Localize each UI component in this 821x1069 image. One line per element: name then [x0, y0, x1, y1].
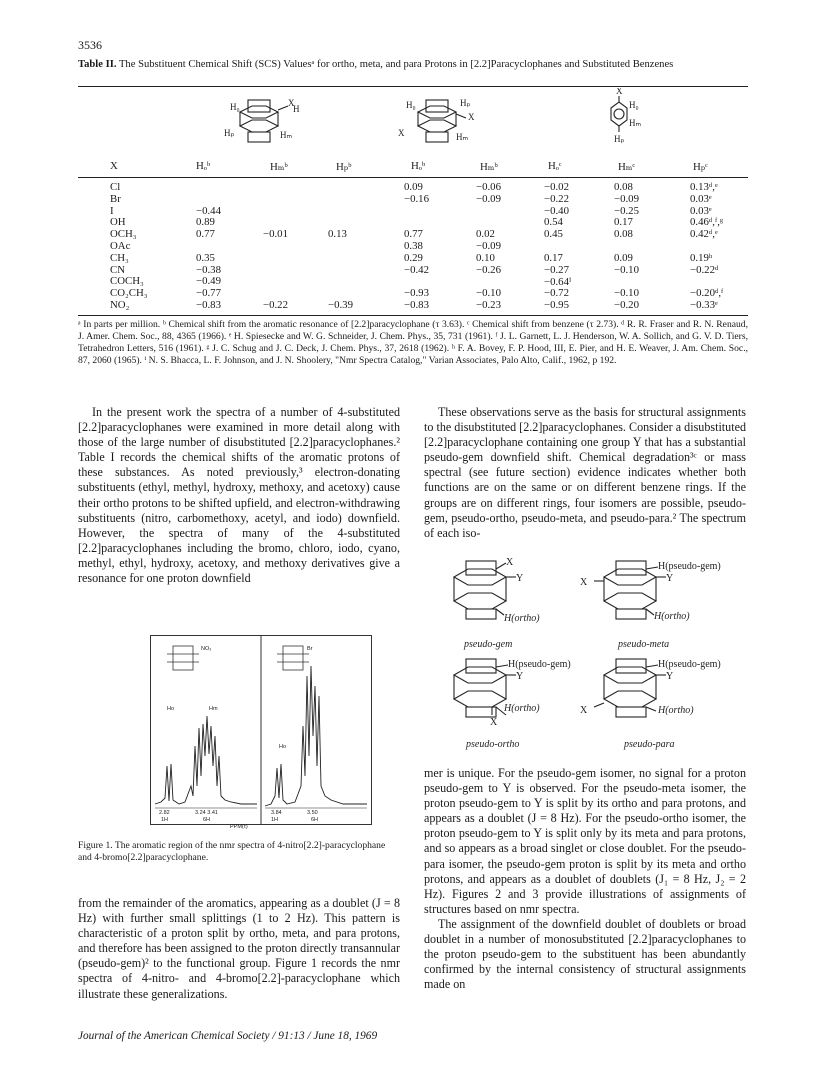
pseudo-ortho-structure — [454, 659, 571, 728]
table-cell-substituent: Cl — [110, 181, 121, 193]
table-row — [78, 275, 748, 287]
fig-scale-4: 6H — [311, 817, 319, 823]
para-h-pgem-label: H(pseudo-gem) — [658, 659, 721, 670]
right-column-bottom — [424, 766, 746, 992]
fig-axis-label: PPM(τ) — [230, 824, 248, 830]
pseudo-para-label: pseudo-para — [624, 739, 675, 750]
table-cell-value: −0.95 — [544, 299, 569, 311]
s1-hm-label: Hₘ — [280, 130, 293, 140]
header-hm-1: Hₘᵇ — [270, 161, 288, 173]
left-column-top — [78, 405, 400, 586]
fig-tick-3: 3.84 — [271, 810, 282, 816]
table-cell-value: 0.89 — [196, 216, 215, 229]
table-cell-value: −0.42 — [404, 263, 429, 276]
table-cell-substituent: CH₃ — [110, 251, 129, 264]
table-cell-value: 0.09 — [614, 251, 633, 264]
table-caption-text: The Substituent Chemical Shift (SCS) Valuesᵃ for ortho, meta, and para Protons in [2.2]Paracyclophanes and Substituted Benzenes — [118, 59, 674, 70]
pseudo-ortho-label: pseudo-ortho — [466, 739, 520, 750]
fig-scale-3: 1H — [271, 817, 279, 823]
left-paragraph-1: In the present work the spectra of a number of 4-substituted [2.2]paracyclophanes were examined in more detail along with those of the large number of disubstituted [2.2]paracyclophanes.² Table I records the chemical shifts of the aromatic protons of these substances. As noted previously,³ electron-donating substituents (ethyl, methyl, hydroxy, methoxy, and acetoxy) cause their ortho protons to be shifted upfield, and electron-withdrawing substituents (nitro, carbomethoxy, acetyl, and iodo) downfield. However, the spectra of many of the 4-substituted [2.2]paracyclophanes including the bromo, chloro, iodo, cyano, methyl, ethyl, hydroxy, acetoxy, and methoxy derivatives give a resonance for one proton downfield — [78, 405, 400, 586]
ortho-x-label: X — [490, 717, 498, 728]
table-cell-value: −0.10 — [476, 287, 501, 300]
cyclophane-structure-1 — [224, 98, 300, 142]
table-label: Table II. — [78, 59, 117, 70]
header-ho-2: Hₒᵇ — [411, 160, 426, 172]
table-cell-value: −0.33ᵉ — [690, 299, 718, 311]
table-cell-value: −0.22 — [263, 299, 288, 311]
isomer-structures — [424, 555, 746, 755]
benzene-structure — [611, 88, 641, 144]
fig-hm-label: Hm — [209, 706, 218, 712]
fig-ho-label-2: Ho — [279, 744, 287, 750]
table-cell-value: −0.23 — [476, 299, 501, 311]
fig-tick-2: 3.24 3.41 — [195, 810, 218, 816]
s2-hp-label: Hₚ — [460, 98, 471, 108]
table-cell-value: −0.10 — [614, 287, 639, 300]
meta-h-pgem-label: H(pseudo-gem) — [658, 561, 721, 572]
para-h-ortho-label: H(ortho) — [658, 705, 694, 716]
table-cell-value: −0.10 — [614, 263, 639, 276]
table-cell-value: 0.46ᵈ,ᶠ,ᵍ — [690, 216, 724, 229]
nitro-spectrum-trace — [155, 716, 257, 804]
left-column-bottom — [78, 896, 400, 1002]
table-row — [78, 287, 748, 299]
fig-br-label: Br — [307, 646, 313, 652]
table-cell-substituent: OAc — [110, 240, 131, 252]
table-cell-value: 0.13 — [328, 228, 347, 241]
s2-ho-label: H₀ — [406, 100, 416, 110]
ortho-h-ortho-label: H(ortho) — [504, 703, 540, 714]
table-cell-value: 0.17 — [544, 251, 563, 264]
para-y-label: Y — [666, 671, 674, 682]
table-cell-value: −0.93 — [404, 287, 429, 300]
header-hm-3: Hₘᶜ — [618, 161, 636, 173]
table-cell-value: −0.26 — [476, 263, 501, 276]
table-row — [78, 264, 748, 276]
table-row — [78, 193, 748, 205]
table-cell-value: −0.83 — [196, 299, 221, 311]
fig-scale-2: 6H — [203, 817, 211, 823]
table-row — [78, 228, 748, 240]
pseudo-gem-label: pseudo-gem — [464, 639, 513, 650]
s3-ho-label: H₀ — [629, 100, 639, 110]
pseudo-para-structure — [580, 659, 721, 717]
table-cell-value: −0.02 — [544, 181, 569, 193]
table-caption — [78, 58, 748, 71]
table-cell-value: −0.01 — [263, 228, 288, 241]
table-footnotes: ᵃ In parts per million. ᵇ Chemical shift from the aromatic resonance of [2.2]paracyclophane (τ 3.63). ᶜ Chemical shift from benzene (τ 2.73). ᵈ R. R. Fraser and R. N. Renaud, J. Amer. Chem. Soc., 88, 4365 (1966). ᵉ H. Spiesecke and W. G. Schneider, J. Chem. Phys., 35, 731 (1961). ᶠ J. L. Garnett, L. J. Henderson, W. A. Sollich, and G. V. D. Tiers, Tetrahedron Letters, 516 (1961). ᵍ J. C. Schug and J. C. Deck, J. Chem. Phys., 37, 2618 (1962). ʰ F. A. Bovey, F. P. Hood, III, E. Pier, and H. E. Weaver, J. Am. Chem. Soc., 87, 2060 (1965). ⁱ N. S. Bhacca, L. F. Johnson, and J. N. Shoolery, "Nmr Spectra Catalog," Varian Associates, Palo Alto, Calif., 1962, p 192. — [78, 319, 748, 366]
table-row — [78, 252, 748, 264]
table-header-row — [78, 160, 748, 172]
table-cell-value: 0.08 — [614, 228, 633, 241]
table-cell-substituent: OH — [110, 216, 126, 229]
table-cell-value: −0.40 — [544, 204, 569, 217]
table-cell-value: −0.49 — [196, 275, 221, 288]
fig-ho-label-1: Ho — [167, 706, 175, 712]
figure-1-caption: Figure 1. The aromatic region of the nmr spectra of 4-nitro[2.2]-paracyclophane and 4-bromo[2.2]paracyclophane. — [78, 840, 386, 863]
s1-h-label: H — [293, 104, 300, 114]
table-cell-value: −0.20ᵈ,ᶠ — [690, 287, 724, 300]
table-row — [78, 205, 748, 217]
ortho-y-label: Y — [516, 671, 524, 682]
right-paragraph-1: These observations serve as the basis for structural assignments to the disubstituted [2.2]paracyclophanes. Consider a disubstituted [2.2]paracyclophane containing one group Y that has a substantial pseudo-gem downfield shift. Chemical degradation³ᶜ or mass spectral (see future section) evidence indicates whether both functions are on the same or on different benzene rings. If the groups are on different rings, four isomers are possible, pseudo-gem, pseudo-ortho, pseudo-meta, and pseudo-para.² The spectrum of each iso- — [424, 405, 746, 540]
table-cell-substituent: COCH₃ — [110, 275, 144, 288]
meta-h-ortho-label: H(ortho) — [654, 611, 690, 622]
s1-ho-label: H₀ — [230, 102, 240, 112]
table-row — [78, 240, 748, 252]
table-cell-value: −0.38 — [196, 263, 221, 276]
table-row — [78, 181, 748, 193]
meta-x-label: X — [580, 577, 588, 588]
fig-tick-1: 2.82 — [159, 810, 170, 816]
s3-hm-label: Hₘ — [629, 118, 642, 128]
header-hp-3: Hₚᶜ — [693, 161, 708, 173]
gem-x-label: X — [506, 557, 514, 568]
table-cell-substituent: CO₂CH₃ — [110, 287, 148, 300]
table-row — [78, 299, 748, 311]
cyclophane-structure-2 — [398, 98, 475, 142]
table-bottom-rule — [78, 315, 748, 316]
table-cell-value: 0.13ᵈ,ᵉ — [690, 181, 718, 193]
table-cell-value: −0.64ⁱ — [544, 276, 572, 289]
s1-hp-label: Hₚ — [224, 128, 235, 138]
header-hp-1: Hₚᵇ — [336, 161, 352, 173]
table-cell-substituent: CN — [110, 263, 125, 276]
figure-1-spectra — [150, 635, 372, 825]
header-hm-2: Hₘᵇ — [480, 161, 498, 173]
s2-x-label: X — [468, 112, 475, 122]
table-cell-value: −0.27 — [544, 263, 569, 276]
para-x-label: X — [580, 705, 588, 716]
header-ho-1: Hₒᵇ — [196, 160, 211, 172]
meta-y-label: Y — [666, 573, 674, 584]
table-cell-value: −0.16 — [404, 192, 429, 205]
pseudo-gem-structure — [454, 557, 540, 624]
table-cell-substituent: NO₂ — [110, 299, 130, 311]
fig-tick-4: 3.50 — [307, 810, 318, 816]
table-top-rule — [78, 86, 748, 87]
table-cell-value: −0.22 — [544, 192, 569, 205]
table-cell-value: −0.25 — [614, 204, 639, 217]
pseudo-meta-label: pseudo-meta — [618, 639, 670, 650]
table-cell-value: 0.42ᵈ,ᵉ — [690, 228, 718, 241]
table-cell-substituent: Br — [110, 192, 121, 205]
fig-no2-label: NO₂ — [201, 646, 212, 652]
bromo-spectrum-trace — [265, 666, 367, 806]
s2-hm-label: Hₘ — [456, 132, 469, 142]
ortho-h-pgem-label: H(pseudo-gem) — [508, 659, 571, 670]
table-cell-value: −0.72 — [544, 287, 569, 300]
table-cell-value: 0.17 — [614, 216, 633, 229]
table-cell-value: 0.10 — [476, 251, 495, 264]
table-cell-value: 0.38 — [404, 240, 423, 252]
table-cell-value: −0.77 — [196, 287, 221, 300]
s1-x-label: X — [288, 98, 295, 108]
table-cell-substituent: I — [110, 204, 114, 217]
page-number: 3536 — [78, 38, 102, 52]
bromo-structure-icon — [277, 646, 309, 670]
table-cell-value: 0.77 — [404, 228, 423, 241]
gem-y-label: Y — [516, 573, 524, 584]
table-cell-value: 0.45 — [544, 228, 563, 241]
table-cell-value: 0.08 — [614, 181, 633, 193]
table-cell-value: 0.03ᵉ — [690, 192, 712, 205]
table-cell-substituent: OCH₃ — [110, 228, 137, 241]
table-cell-value: 0.29 — [404, 251, 423, 264]
s3-x-label: X — [616, 88, 623, 96]
table-cell-value: −0.09 — [476, 240, 501, 252]
table-cell-value: −0.22ᵈ — [690, 263, 719, 276]
right-column-top — [424, 405, 746, 541]
table-cell-value: −0.09 — [614, 192, 639, 205]
table-cell-value: 0.09 — [404, 181, 423, 193]
s3-hp-label: Hₚ — [614, 134, 625, 144]
nitro-structure-icon — [167, 646, 199, 670]
header-x: X — [110, 160, 118, 172]
table-cell-value: −0.20 — [614, 299, 639, 311]
table-cell-value: −0.44 — [196, 204, 221, 217]
table-header-rule — [78, 177, 748, 178]
table-cell-value: 0.19ʰ — [690, 251, 713, 264]
right-paragraph-2: mer is unique. For the pseudo-gem isomer, no signal for a proton pseudo-gem to Y is observed. For the pseudo-meta isomer, the proton pseudo-gem to Y is split by its ortho and para protons, and appears as a doublet (J = 8 Hz). For the pseudo-ortho isomer, the proton pseudo-gem to Y is split only by its meta and para protons, and so appears as a broad singlet or close doublet. For the pseudo-para isomer, the pseudo-gem proton is split by its meta and ortho protons, and appears as a doublet of doublets (J₁ = 8 Hz, J₂ = 2 Hz). Figures 2 and 3 provide illustrations of assignments of structures based on nmr spectra. — [424, 766, 746, 916]
table-cell-value: −0.39 — [328, 299, 353, 311]
fig-scale-1: 1H — [161, 817, 169, 823]
nmr-spectra-plot — [151, 636, 371, 824]
table-cell-value: −0.06 — [476, 181, 501, 193]
s2-x2-label: X — [398, 128, 405, 138]
header-ho-3: Hₒᶜ — [548, 160, 562, 172]
left-paragraph-2: from the remainder of the aromatics, appearing as a doublet (J = 8 Hz) with further small splittings (1 to 2 Hz). This pattern is characteristic of a proton split by ortho, meta, and para protons, and therefore has been assigned to the proton directly transannular (pseudo-gem)² to the functional group. Figure 1 records the nmr spectra of 4-nitro- and 4-bromo[2.2]-paracyclophane which illustrate these generalizations. — [78, 896, 400, 1001]
table-cell-value: 0.77 — [196, 228, 215, 241]
table-cell-value: 0.03ᵉ — [690, 204, 712, 217]
journal-footer: Journal of the American Chemical Society / 91:13 / June 18, 1969 — [78, 1030, 378, 1042]
table-cell-value: 0.54 — [544, 216, 563, 229]
table-cell-value: 0.35 — [196, 251, 215, 264]
table-cell-value: 0.02 — [476, 228, 495, 241]
right-paragraph-3: The assignment of the downfield doublet of doublets or broad doublet in a number of monosubstituted [2.2]paracyclophanes to the proton pseudo-gem to the substituent has been abundantly confirmed by the internal consistency of structural assignments made on — [424, 916, 746, 992]
pseudo-meta-structure — [580, 561, 721, 622]
table-structures — [200, 88, 760, 156]
table-row — [78, 216, 748, 228]
table-cell-value: −0.09 — [476, 192, 501, 205]
table-cell-value: −0.83 — [404, 299, 429, 311]
gem-h-ortho-label: H(ortho) — [504, 613, 540, 624]
